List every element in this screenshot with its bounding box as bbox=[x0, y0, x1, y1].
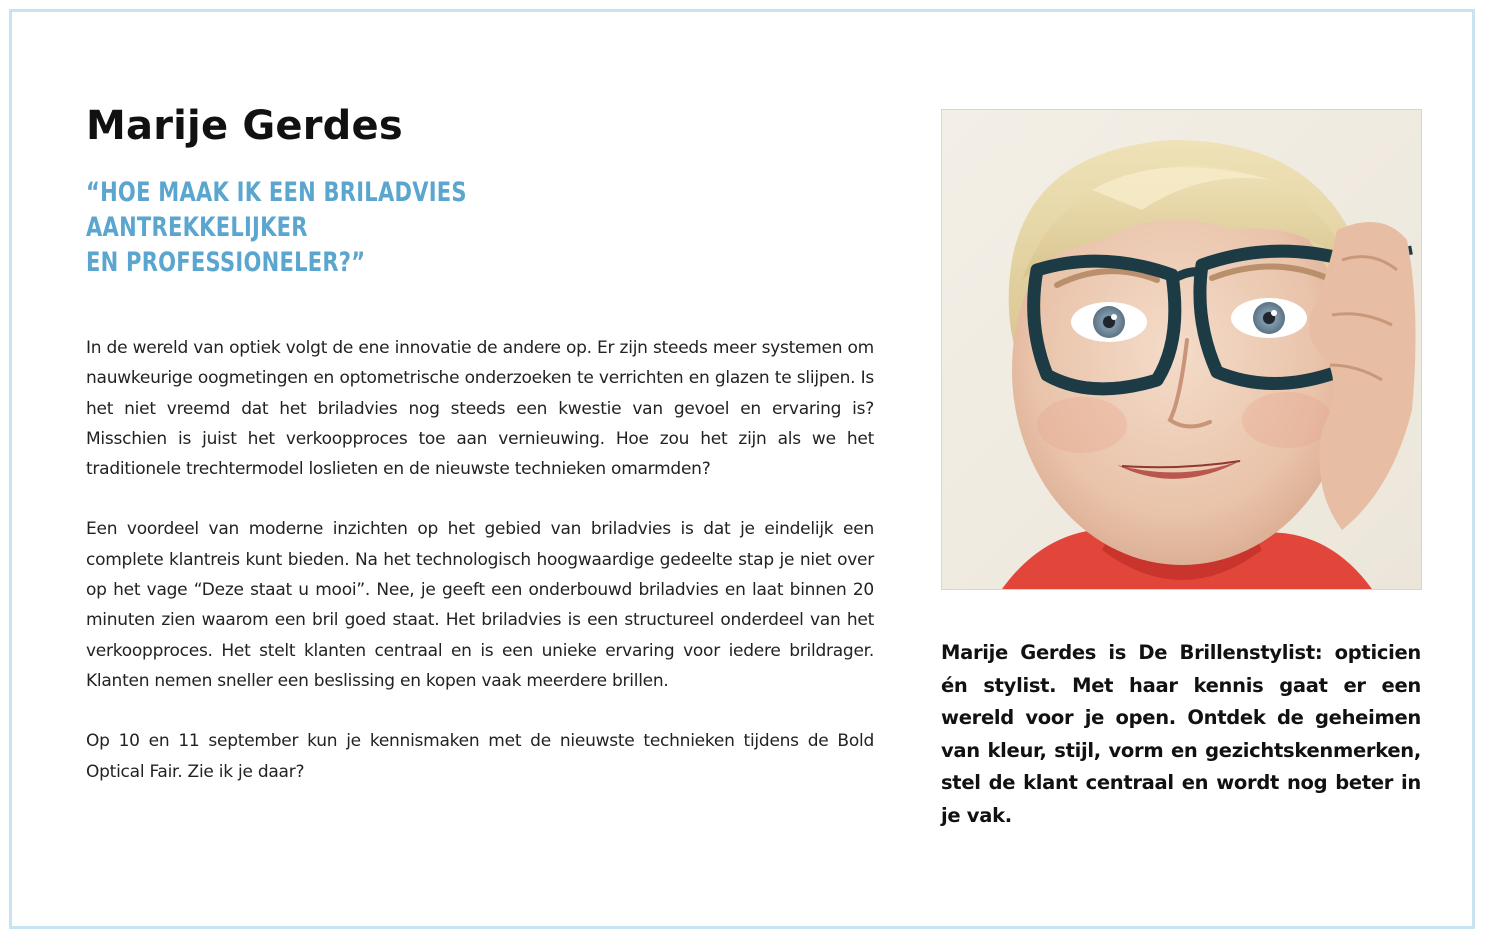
speaker-bio: Marije Gerdes is De Brillenstylist: opticien én stylist. Met haar kennis gaat er een wereld voor je open. Ontdek de geheimen van kleur, stijl, vorm en gezichtskenmerken, stel de klant centraal en wordt nog beter in je vak. bbox=[941, 641, 1421, 827]
paragraph-intro: In de wereld van optiek volgt de ene innovatie de andere op. Er zijn steeds meer systemen om nauwkeurige oogmetingen en optometrische onderzoeken te verrichten en glazen te slijpen. Is het niet vreemd dat het briladvies nog steeds een kwestie van gevoel en ervaring is? Misschien is juist het verkoopproces toe aan vernieuwing. Hoe zou het zijn als we het traditionele trechtermodel loslieten en de nieuwste technieken omarmden? bbox=[86, 338, 874, 480]
quote-heading: “HOE MAAK IK EEN BRILADVIES AANTREKKELIJKER EN PROFESSIONELER?” bbox=[86, 177, 467, 278]
article-body bbox=[86, 333, 874, 787]
portrait-photo bbox=[941, 109, 1422, 590]
article-column bbox=[86, 98, 874, 817]
speaker-name: Marije Gerdes bbox=[86, 103, 403, 149]
paragraph-invite: Op 10 en 11 september kun je kennismaken met de nieuwste technieken tijdens de Bold Optical Fair. Zie ik je daar? bbox=[86, 731, 874, 782]
portrait-illustration bbox=[942, 110, 1421, 589]
paragraph-advantage: Een voordeel van moderne inzichten op het gebied van briladvies is dat je eindelijk een complete klantreis kunt bieden. Na het technologisch hoogwaardige gedeelte stap je niet over op het vage “Deze staat u mooi”. Nee, je geeft een onderbouwd briladvies en laat binnen 20 minuten zien waarom een bril goed staat. Het briladvies is een structureel onderdeel van het verkoopproces. Het stelt klanten centraal en is een unieke ervaring voor iedere brildrager. Klanten nemen sneller een beslissing en kopen vaak meerdere brillen. bbox=[86, 519, 874, 691]
